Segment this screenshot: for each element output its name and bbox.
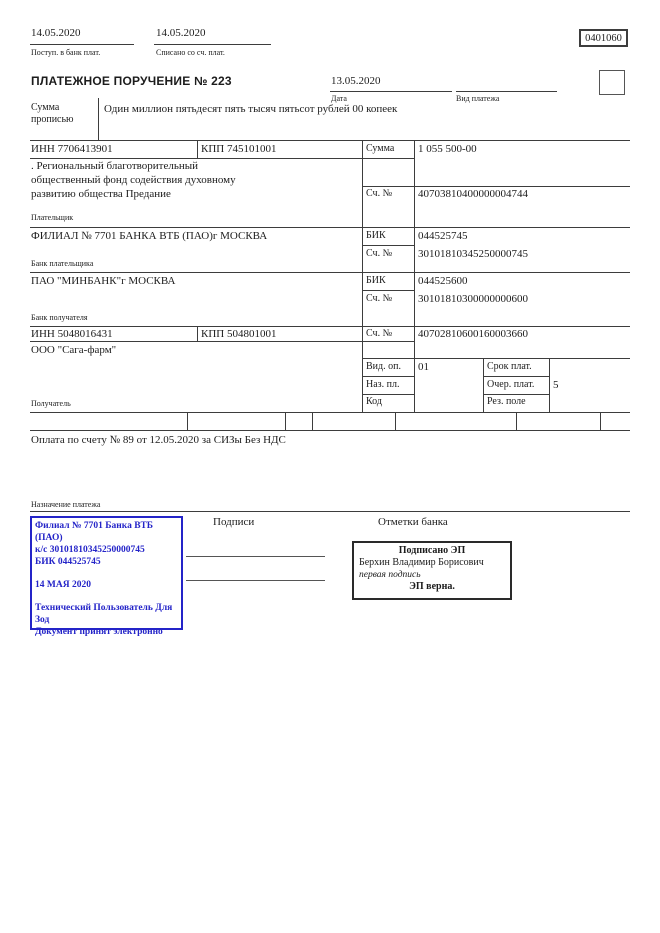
grid-line: [30, 326, 630, 327]
form-code: 0401060: [585, 32, 622, 44]
receiver-label: Получатель: [31, 399, 71, 408]
receiver-bank-account-value: 30101810300000000600: [418, 293, 528, 305]
signature-line: [186, 556, 325, 557]
receiver-bank-account-label: Сч. №: [366, 293, 393, 304]
receiver-kpp: КПП 504801001: [201, 328, 277, 340]
grid-line: [414, 140, 415, 412]
payer-bank-account-value: 30101810345250000745: [418, 248, 528, 260]
esign-name: Берхин Владимир Борисович: [359, 557, 484, 568]
amount-words-label: Сумма прописью: [31, 102, 74, 125]
payer-label: Плательщик: [31, 213, 74, 222]
grid-line: [197, 326, 198, 341]
op-type-label: Вид. оп.: [366, 361, 401, 372]
document-date: 13.05.2020: [331, 75, 381, 87]
stamp-bank-name: Филиал № 7701 Банка ВТБ (ПАО): [35, 521, 154, 543]
purpose-code-label: Наз. пл.: [366, 379, 400, 390]
divider: [98, 98, 99, 140]
grid-line: [483, 358, 484, 412]
esign-title: Подписано ЭП: [398, 545, 466, 556]
stamp-user-line2: Зод: [35, 615, 50, 625]
payer-bank-bik-label: БИК: [366, 230, 386, 241]
priority-value: 5: [553, 379, 559, 391]
bank-marks-label: Отметки банка: [378, 516, 448, 528]
grid-line: [395, 412, 396, 430]
debited-label: Списано со сч. плат.: [156, 48, 225, 57]
code-label: Код: [366, 396, 382, 407]
receiver-bank-bik-value: 044525600: [418, 275, 468, 287]
grid-line: [30, 430, 630, 431]
grid-line: [362, 186, 630, 187]
grid-line: [30, 227, 630, 228]
signatures-label: Подписи: [213, 516, 255, 528]
form-code-box: [579, 29, 628, 47]
grid-line: [483, 394, 549, 395]
divider: [154, 44, 271, 45]
document-title: ПЛАТЕЖНОЕ ПОРУЧЕНИЕ № 223: [31, 74, 232, 88]
due-date-label: Срок плат.: [487, 361, 532, 372]
grid-line: [30, 158, 414, 159]
receiver-bank-label: Банк получателя: [31, 313, 88, 322]
receiver-account-value: 40702810600160003660: [418, 328, 528, 340]
purpose-label: Назначение платежа: [31, 500, 101, 509]
receiver-bank-bik-label: БИК: [366, 275, 386, 286]
esign-subtitle: первая подпись: [359, 570, 421, 580]
grid-line: [362, 358, 630, 359]
grid-line: [30, 341, 414, 342]
payer-kpp: КПП 745101001: [201, 143, 277, 155]
sum-label: Сумма: [366, 143, 395, 154]
divider: [456, 91, 557, 92]
priority-label: Очер. плат.: [487, 379, 535, 390]
grid-line: [600, 412, 601, 430]
payer-name-line3: развитию общества Предание: [31, 188, 171, 200]
grid-line: [30, 140, 630, 141]
grid-line: [197, 140, 198, 158]
grid-line: [285, 412, 286, 430]
payer-name-line1: . Региональный благотворительный: [31, 160, 198, 172]
payer-bank-account-label: Сч. №: [366, 248, 393, 259]
payer-inn: ИНН 7706413901: [31, 143, 113, 155]
grid-line: [362, 140, 363, 412]
payment-type-label: Вид платежа: [456, 94, 500, 103]
grid-line: [362, 376, 414, 377]
grid-line: [362, 245, 414, 246]
esign-verified: ЭП верна.: [409, 581, 455, 592]
grid-line: [549, 358, 550, 412]
payer-bank-bik-value: 044525745: [418, 230, 468, 242]
payment-type-box: [599, 70, 625, 95]
stamp-bik: БИК 044525745: [35, 557, 101, 567]
payer-account-value: 40703810400000004744: [418, 188, 528, 200]
receiver-name: ООО "Сага-фарм": [31, 344, 117, 356]
stamp-user-line1: Технический Пользователь Для: [35, 603, 173, 613]
grid-line: [362, 394, 414, 395]
divider: [330, 91, 452, 92]
op-type-value: 01: [418, 361, 429, 373]
receiver-inn: ИНН 5048016431: [31, 328, 113, 340]
signature-line: [186, 580, 325, 581]
esign-box: [352, 541, 512, 600]
grid-line: [30, 511, 630, 512]
date-label: Дата: [331, 94, 347, 103]
payer-bank-label: Банк плательщика: [31, 259, 94, 268]
stamp-accepted: Документ принят электронно: [35, 627, 163, 637]
grid-line: [312, 412, 313, 430]
received-in-bank-date: 14.05.2020: [31, 27, 81, 39]
stamp-date: 14 МАЯ 2020: [35, 580, 91, 590]
debited-date: 14.05.2020: [156, 27, 206, 39]
receiver-account-label: Сч. №: [366, 328, 393, 339]
payer-name-line2: общественный фонд содействия духовному: [31, 174, 236, 186]
receiver-bank-name: ПАО "МИНБАНК"г МОСКВА: [31, 275, 176, 287]
reserve-label: Рез. поле: [487, 396, 526, 407]
received-in-bank-label: Поступ. в банк плат.: [31, 48, 101, 57]
grid-line: [30, 412, 630, 413]
grid-line: [516, 412, 517, 430]
sum-value: 1 055 500-00: [418, 143, 477, 155]
divider: [30, 44, 134, 45]
grid-line: [483, 376, 549, 377]
grid-line: [187, 412, 188, 430]
payer-account-label: Сч. №: [366, 188, 393, 199]
bank-stamp: [30, 516, 183, 637]
purpose-text: Оплата по счету № 89 от 12.05.2020 за СИЗы Без НДС: [31, 434, 286, 446]
grid-line: [30, 272, 630, 273]
payer-bank-name: ФИЛИАЛ № 7701 БАНКА ВТБ (ПАО)г МОСКВА: [31, 230, 268, 242]
stamp-corr-account: к/с 30101810345250000745: [35, 545, 145, 555]
grid-line: [362, 290, 414, 291]
amount-words-value: Один миллион пятьдесят пять тысяч пятьсот рублей 00 копеек: [104, 103, 398, 115]
